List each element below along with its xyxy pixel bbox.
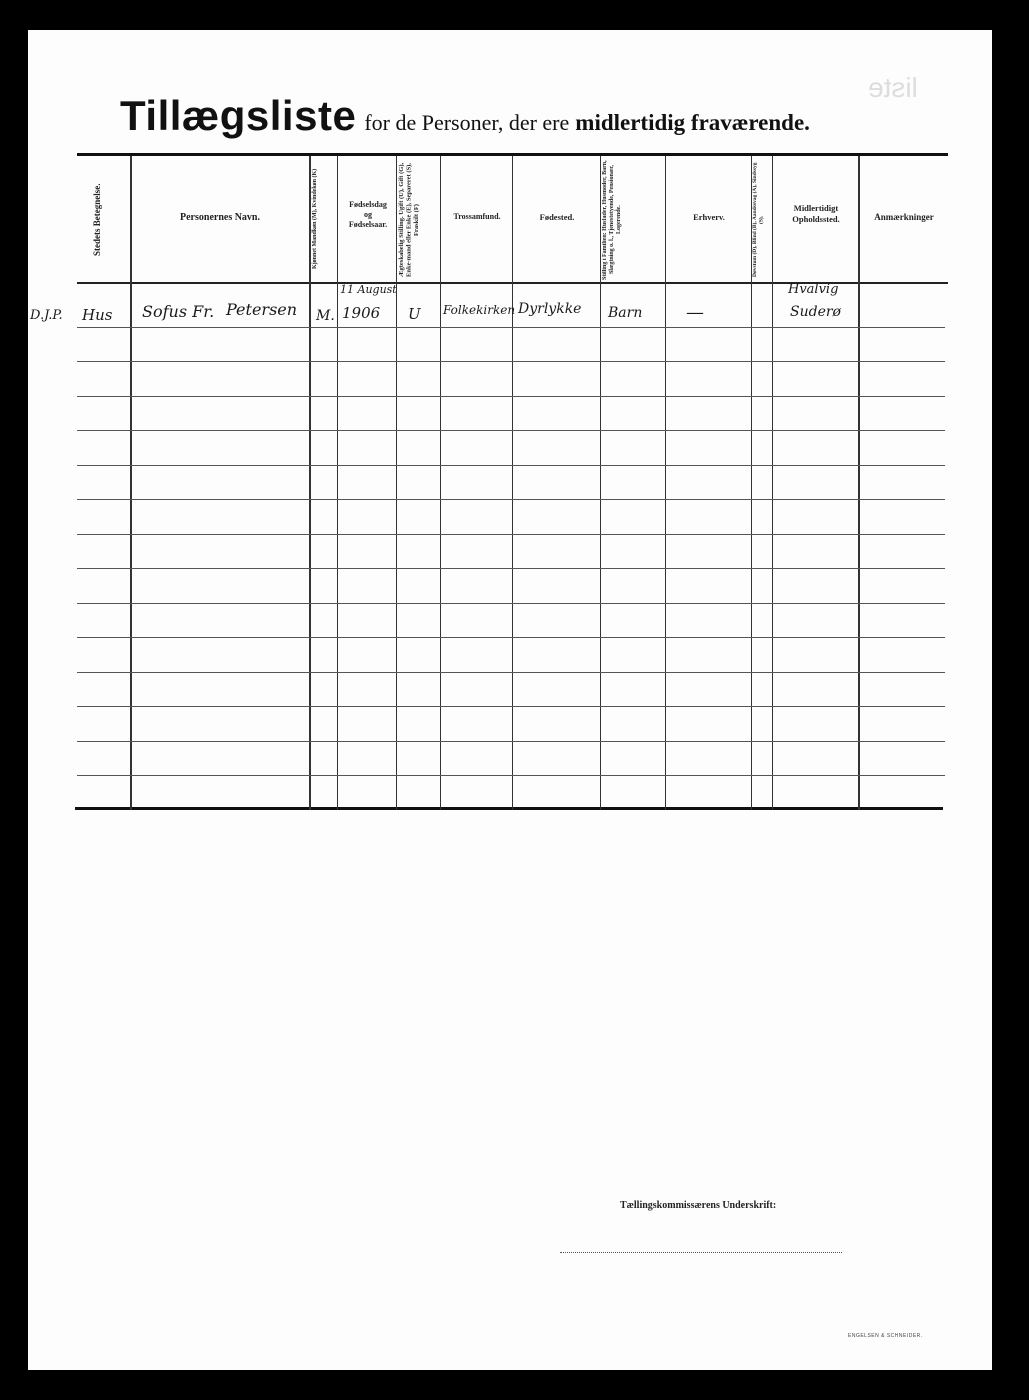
entry-fodested: Dyrlykke — [518, 301, 582, 317]
header-fodselsdag-line1: Fødselsdag — [349, 200, 387, 209]
row-rule — [77, 327, 945, 328]
entry-kjon: M. — [316, 308, 335, 324]
column-divider — [337, 156, 338, 810]
row-rule — [77, 775, 945, 776]
column-divider — [600, 156, 601, 810]
title-middle: for de Personer, der ere — [364, 110, 570, 135]
header-dovstum-blind: Døvstum (D), Blind (B), Aandssvag (A), Sindssyg (S). — [752, 162, 765, 278]
title-emphasis: midlertidig fraværende. — [575, 110, 810, 135]
entry-name-last: Petersen — [226, 300, 298, 319]
row-rule — [77, 534, 945, 535]
row-rule — [77, 706, 945, 707]
row-rule — [77, 672, 945, 673]
entry-stilling: Barn — [608, 305, 643, 321]
header-fodselsdag-line2: og — [364, 210, 372, 219]
header-aegteskabelig-stilling: Ægteskabelig Stilling. Ugift (U), Gift (G), Enke-mand eller Enke (E), Separeret (S), Fraskilt (F) — [398, 162, 420, 278]
form-title — [120, 92, 920, 142]
header-stilling-i-familien: Stilling i Familien: Husfader, Husmoder, Barn, Slægtning o. l., Tjenestetyende, Pensionær, Logerende. — [602, 160, 622, 280]
header-stedets-betegnelse: Stedets Betegnelse. — [92, 183, 102, 257]
entry-sted-code: D.J.P. — [30, 308, 63, 323]
header-trossamfund: Trossamfund. — [453, 212, 501, 221]
entry-opholdssted-town: Hvalvig — [788, 282, 839, 297]
row-rule — [77, 465, 945, 466]
header-kjonnet: Kjønnet Mandkøn (M), Kvindekøn (K) — [312, 168, 318, 270]
table-bottom-rule — [75, 807, 943, 810]
column-divider — [440, 156, 441, 810]
entry-fodselsdag: 11 August — [340, 283, 397, 296]
entry-trossamfund: Folkekirken — [443, 303, 516, 317]
bleed-through-text: liste — [868, 72, 918, 103]
row-rule — [77, 499, 945, 500]
row-rule — [77, 396, 945, 397]
header-erhverv: Erhverv. — [693, 212, 725, 222]
header-opholdssted-line1: Midlertidigt — [793, 203, 839, 213]
row-rule — [77, 637, 945, 638]
header-fodested: Fødested. — [539, 212, 575, 222]
entry-erhverv: — — [686, 302, 704, 323]
row-rule — [77, 741, 945, 742]
column-divider — [130, 156, 132, 810]
printer-imprint: ENGELSEN & SCHNEIDER. — [848, 1333, 923, 1339]
column-divider — [396, 156, 397, 810]
column-divider — [858, 156, 860, 810]
header-fodselsdag — [340, 200, 396, 230]
column-divider — [309, 156, 311, 810]
signature-line — [560, 1252, 842, 1253]
header-fodselsdag-line3: Fødselsaar. — [348, 220, 388, 229]
title-main: Tillægsliste — [120, 92, 357, 139]
column-divider — [772, 156, 773, 810]
header-personernes-navn: Personernes Navn. — [180, 212, 260, 223]
entry-fodselsaar: 1906 — [342, 304, 381, 322]
row-rule — [77, 603, 945, 604]
signature-label: Tællingskommissærens Underskrift: — [620, 1200, 777, 1211]
entry-opholdssted-island: Suderø — [790, 304, 841, 320]
column-divider — [512, 156, 513, 810]
census-form-page — [28, 30, 992, 1370]
column-divider — [665, 156, 666, 810]
entry-sted-hus: Hus — [82, 306, 113, 324]
header-midlertidigt-opholdssted — [774, 203, 858, 224]
row-rule — [77, 430, 945, 431]
row-rule — [77, 361, 945, 362]
entry-aegteskab: U — [408, 305, 421, 323]
header-opholdssted-line2: Opholdssted. — [792, 213, 840, 224]
header-anmaerkninger: Anmærkninger — [874, 212, 934, 222]
row-rule — [77, 568, 945, 569]
entry-name-first: Sofus Fr. — [142, 302, 215, 321]
